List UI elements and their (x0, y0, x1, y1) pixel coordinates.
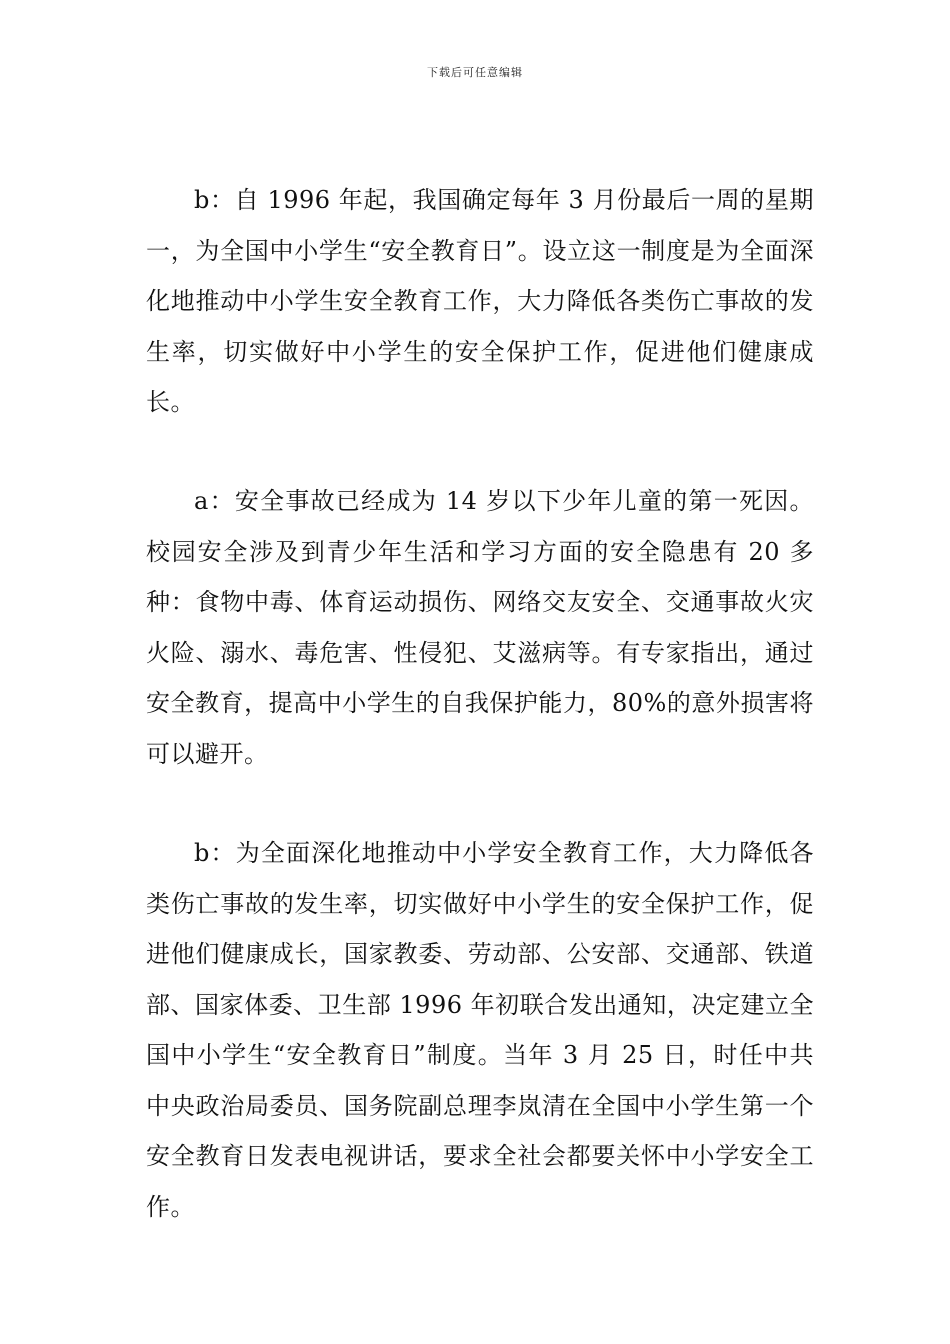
paragraph-3: b：为全面深化地推动中小学安全教育工作，大力降低各类伤亡事故的发生率，切实做好中小学生的安全保护工作，促进他们健康成长，国家教委、劳动部、公安部、交通部、铁道部、国家体委、卫生部 1996 年初联合发出通知，决定建立全国中小学生“安全教育日”制度。当年 3 月 25 日，时任中共中央政治局委员、国务院副总理李岚清在全国中小学生第一个安全教育日发表电视讲话，要求全社会都要关怀中小学安全工作。 (146, 839, 814, 1221)
paragraph-2: a：安全事故已经成为 14 岁以下少年儿童的第一死因。校园安全涉及到青少年生活和学习方面的安全隐患有 20 多种：食物中毒、体育运动损伤、网络交友安全、交通事故火灾火险、溺水、毒危害、性侵犯、艾滋病等。有专家指出，通过安全教育，提高中小学生的自我保护能力，80%的意外损害将可以避开。 (146, 487, 814, 768)
page-header: 下载后可任意编辑 (427, 66, 523, 79)
paragraph-1: b：自 1996 年起，我国确定每年 3 月份最后一周的星期一，为全国中小学生“安全教育日”。设立这一制度是为全面深化地推动中小学生安全教育工作，大力降低各类伤亡事故的发生率，切实做好中小学生的安全保护工作，促进他们健康成长。 (146, 186, 814, 416)
